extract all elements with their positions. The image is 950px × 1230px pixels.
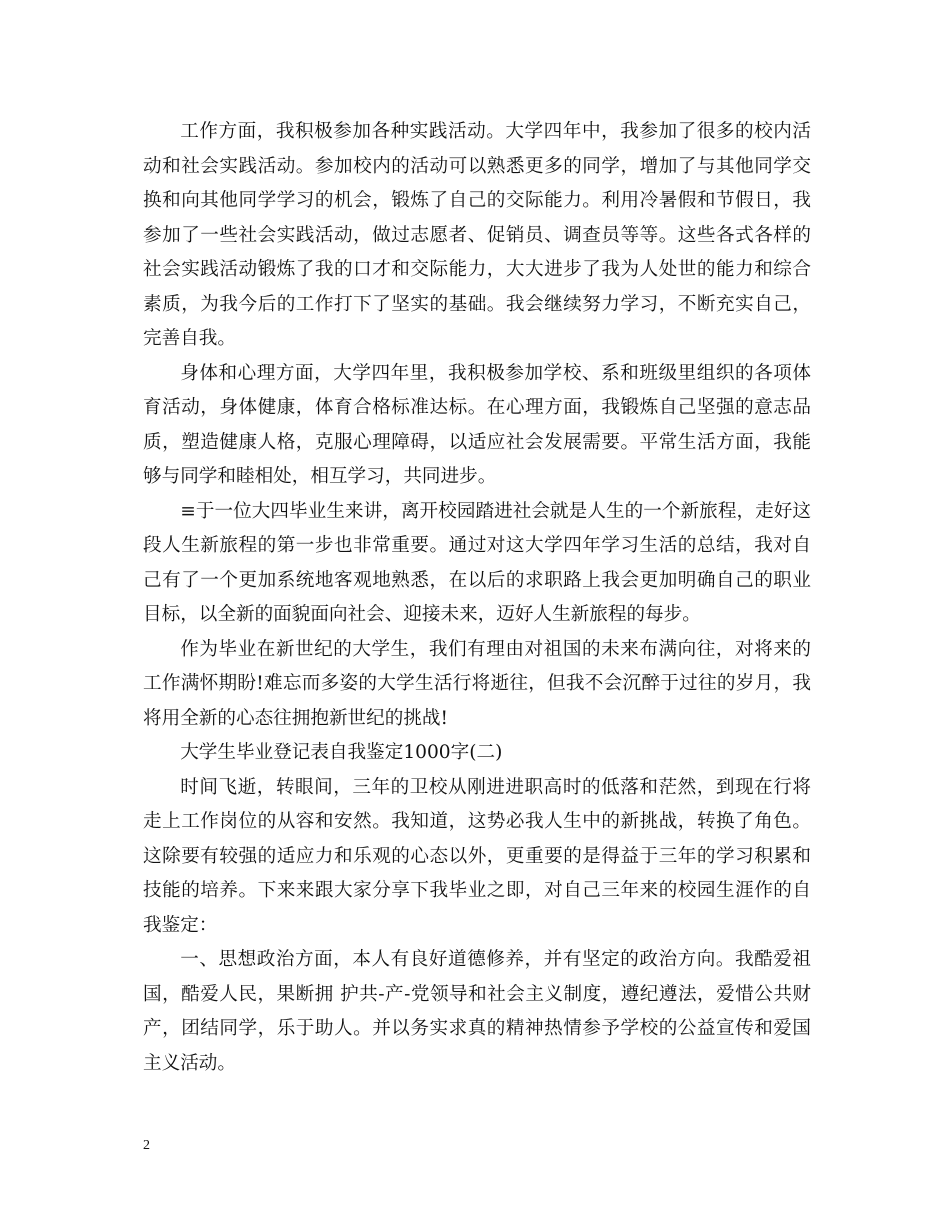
section-heading: 大学生毕业登记表自我鉴定1000字(二) bbox=[180, 742, 503, 763]
paragraph-work: 工作方面，我积极参加各种实践活动。大学四年中，我参加了很多的校内活动和社会实践活动。参加校内的活动可以熟悉更多的同学，增加了与其他同学交换和向其他同学学习的机会，锻炼了自己的交际能力。利用冷暑假和节假日，我参加了一些社会实践活动，做过志愿者、促销员、调查员等等。这些各式各样的社会实践活动锻炼了我的口才和交际能力，大大进步了我为人处世的能力和综合素质，为我今后的工作打下了坚实的基础。我会继续努力学习，不断充实自己，完善自我。 bbox=[143, 121, 811, 349]
page-number: 2 bbox=[143, 1138, 150, 1153]
paragraph-future: 作为毕业在新世纪的大学生，我们有理由对祖国的未来布满向往，对将来的工作满怀期盼!难忘而多姿的大学生活行将逝往，但我不会沉醉于过往的岁月，我将用全新的心态往拥抱新世纪的挑战! bbox=[143, 638, 811, 729]
paragraph-health: 身体和心理方面，大学四年里，我积极参加学校、系和班级里组织的各项体育活动，身体健康，体育合格标准达标。在心理方面，我锻炼自己坚强的意志品质，塑造健康人格，克服心理障碍，以适应社会发展需要。平常生活方面，我能够与同学和睦相处，相互学习，共同进步。 bbox=[143, 362, 811, 487]
paragraph-time: 时间飞逝，转眼间，三年的卫校从刚进进职高时的低落和茫然，到现在行将走上工作岗位的从容和安然。我知道，这势必我人生中的新挑战，转换了角色。这除要有较强的适应力和乐观的心态以外，更重要的是得益于三年的学习积累和技能的培养。下来来跟大家分享下我毕业之即，对自己三年来的校园生涯作的自我鉴定： bbox=[143, 776, 811, 936]
paragraph-politics: 一、思想政治方面，本人有良好道德修养，并有坚定的政治方向。我酷爱祖国，酷爱人民，果断拥 护共-产-党领导和社会主义制度，遵纪遵法，爱惜公共财产，团结同学，乐于助人。并以务实求真的精神热情参予学校的公益宣传和爱国主义活动。 bbox=[143, 949, 811, 1074]
document-body bbox=[143, 115, 811, 1081]
paragraph-graduate: ≡于一位大四毕业生来讲，离开校园踏进社会就是人生的一个新旅程，走好这段人生新旅程的第一步也非常重要。通过对这大学四年学习生活的总结，我对自己有了一个更加系统地客观地熟悉，在以后的求职路上我会更加明确自己的职业目标，以全新的面貌面向社会、迎接未来，迈好人生新旅程的每步。 bbox=[143, 500, 811, 625]
